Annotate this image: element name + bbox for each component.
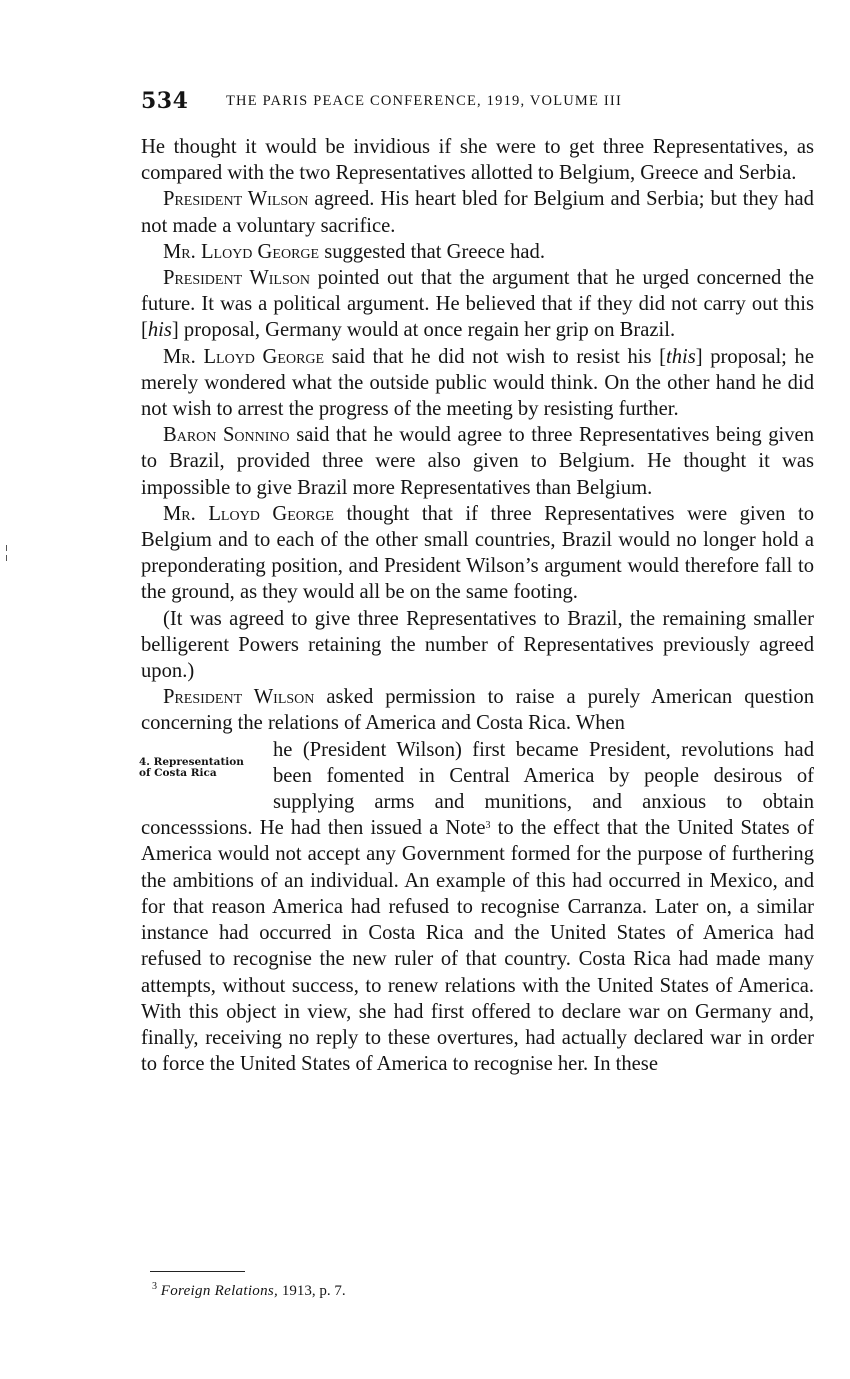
speaker-name: President Wilson <box>163 188 309 211</box>
page-number: 534 <box>141 88 189 114</box>
italic-word: this <box>665 345 696 368</box>
speaker-name: Mr. Lloyd George <box>163 502 334 525</box>
speaker-name: President Wilson <box>163 267 310 290</box>
sidenote-box <box>139 737 267 815</box>
speaker-name: Mr. Lloyd George <box>163 240 320 263</box>
paragraph: Mr. Lloyd George said that he did not wish to resist his [this] proposal; he merely wondered what the outside public would think. On the other hand he did not wish to arrest the progress of the meeting by resisting further. <box>141 345 814 421</box>
footnote-rule <box>150 1271 245 1272</box>
footnote-title: Foreign Relations, <box>160 1283 279 1299</box>
paragraph: Baron Sonnino said that he would agree to three Representatives being given to Brazil, provided three were also given to Belgium. He thought it was impossible to give Brazil more Representatives than Belgium. <box>141 424 814 499</box>
footnote-reference[interactable]: 3 <box>485 820 491 832</box>
footnote-number: 3 <box>152 1281 157 1292</box>
body-text <box>141 134 814 1077</box>
speaker-name: President Wilson <box>163 686 315 709</box>
paragraph: President Wilson pointed out that the argument that he urged concerned the future. It was a political argument. He believed that if they did not carry out this [his] proposal, Germany would at once regain her grip on Brazil. <box>141 267 814 342</box>
page-header <box>141 88 821 118</box>
italic-word: his <box>147 319 172 342</box>
paragraph: (It was agreed to give three Representatives to Brazil, the remaining smaller belligerent Powers retaining the number of Representatives previously agreed upon.) <box>141 607 814 683</box>
speaker-name: Baron Sonnino <box>163 424 290 447</box>
running-head: THE PARIS PEACE CONFERENCE, 1919, VOLUME III <box>226 93 622 109</box>
margin-mark <box>5 545 8 571</box>
paragraph-continued: 4. Representation of Costa Rica he (President Wilson) first became President, revolutions had been fomented in Central America by people desirous of supplying arms and munitions, and anxious to obtain concesssions. He had then issued a Note$^3$ to the effect that the United States of America would not accept any Government formed for the purpose of furthering the ambitions of an individual. An example of this had occurred in Mexico, and for that reason America had refused to recognise Carranza. Later on, a similar instance had occurred in Costa Rica and the United States of America had refused to recognise the new ruler of that country. Costa Rica had made many attempts, without success, to renew relations with the United States of America. With this object in view, she had first offered to declare war on Germany and, finally, receiving no reply to these overtures, had actually declared war in order to force the United States of America to recognise her. In these <box>139 738 814 1076</box>
paragraph: Mr. Lloyd George thought that if three Representatives were given to Belgium and to each of the other small countries, Brazil would no longer hold a preponderating position, and President Wilson’s argument would therefore fall to the ground, as they would all be on the same footing. <box>141 502 815 604</box>
paragraph: He thought it would be invidious if she were to get three Representatives, as compared with the two Representatives allotted to Belgium, Greece and Serbia. <box>141 136 814 185</box>
speaker-name: Mr. Lloyd George <box>163 345 325 368</box>
paragraph: President Wilson agreed. His heart bled for Belgium and Serbia; but they had not made a voluntary sacrifice. <box>141 188 814 237</box>
sidenote: 4. Representation of Costa Rica <box>139 755 244 779</box>
paragraph: Mr. Lloyd George suggested that Greece had. <box>163 240 545 263</box>
footnote: $^3$ Foreign Relations, 1913, p. 7. <box>152 1281 346 1299</box>
paragraph: President Wilson asked permission to raise a purely American question concerning the relations of America and Costa Rica. When <box>141 686 814 735</box>
